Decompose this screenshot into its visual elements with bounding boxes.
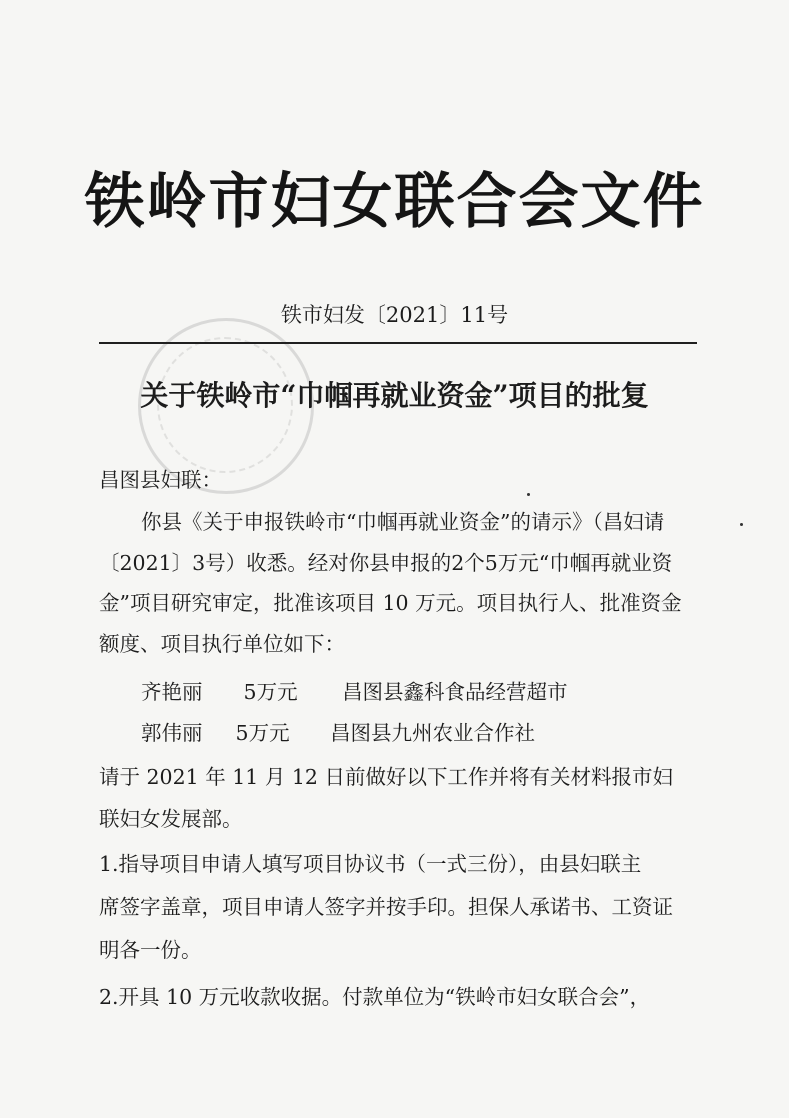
text-line: 额度、项目执行单位如下：	[99, 631, 345, 656]
scan-speck	[740, 523, 743, 526]
text-line: 1.指导项目申请人填写项目协议书（一式三份），由县妇联主	[99, 852, 642, 876]
text-line: 2.开具 10 万元收款收据。付款单位为“铁岭市妇女联合会”，	[99, 985, 651, 1009]
header-divider-line	[99, 342, 697, 344]
entry-unit: 昌图县鑫科食品经营超市	[342, 680, 568, 704]
entry-unit: 昌图县九州农业合作社	[330, 721, 536, 745]
text-line: 联妇女发展部。	[99, 806, 243, 831]
paragraph-deadline	[99, 757, 699, 840]
project-entry	[141, 713, 741, 754]
entry-amount: 5万元	[235, 721, 290, 745]
scan-speck	[527, 493, 530, 496]
text-line: 你县《关于申报铁岭市“巾帼再就业资金”的请示》（昌妇请	[141, 510, 665, 534]
text-line: 金”项目研究审定，批准该项目 10 万元。项目执行人、批准资金	[99, 591, 682, 615]
project-entries-list	[141, 672, 741, 754]
entry-amount: 5万元	[243, 680, 298, 704]
issuer-heading: 铁岭市妇女联合会文件	[84, 167, 705, 237]
paragraph-item-2	[99, 977, 699, 1017]
document-number: 铁市妇发〔2021〕11号	[280, 303, 509, 327]
salutation: 昌图县妇联：	[99, 468, 222, 492]
entry-person-name: 郭伟丽	[141, 721, 203, 745]
document-subject: 关于铁岭市“巾帼再就业资金”项目的批复	[140, 379, 649, 412]
text-line: 请于 2021 年 11 月 12 日前做好以下工作并将有关材料报市妇	[99, 765, 673, 789]
project-entry	[141, 672, 741, 713]
paragraph-item-1	[99, 844, 699, 973]
text-line: 〔2021〕3号）收悉。经对你县申报的2个5万元“巾帼再就业资	[99, 550, 673, 575]
entry-person-name: 齐艳丽	[141, 680, 203, 704]
paragraph-request-summary	[99, 502, 699, 664]
text-line: 席签字盖章，项目申请人签字并按手印。担保人承诺书、工资证	[99, 895, 673, 919]
text-line: 明各一份。	[99, 938, 202, 962]
